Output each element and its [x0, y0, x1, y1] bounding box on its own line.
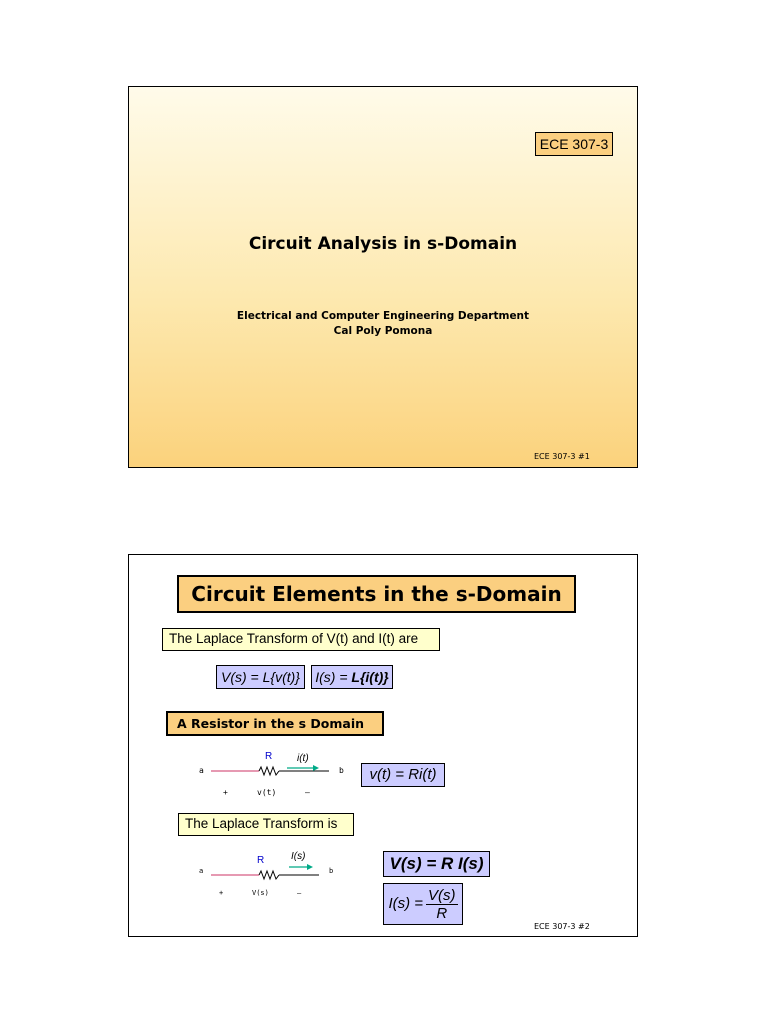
voltage-label: v(t)	[257, 788, 277, 797]
equation-ohms-law-time: v(t) = Ri(t)	[361, 763, 445, 787]
current-arrowhead	[313, 765, 319, 771]
fraction	[426, 887, 458, 922]
minus-sign: –	[305, 788, 310, 797]
node-a-label: a	[199, 766, 204, 775]
node-b-label: b	[339, 766, 344, 775]
equation-current-s	[383, 883, 463, 925]
fraction-denominator: R	[436, 904, 448, 922]
time-domain-resistor-circuit	[189, 745, 359, 800]
resistor-section-header: A Resistor in the s Domain	[166, 711, 384, 736]
equation-current-lhs: I(s) =	[388, 895, 424, 912]
node-b-label: b	[329, 867, 334, 875]
school-name: Cal Poly Pomona	[333, 325, 433, 337]
equation-ohms-law-s: V(s) = R I(s)	[383, 851, 490, 877]
s-domain-resistor-circuit	[189, 845, 359, 900]
slide-heading: Circuit Elements in the s-Domain	[177, 575, 576, 613]
fraction-numerator: V(s)	[428, 886, 456, 904]
node-a-label: a	[199, 867, 204, 875]
equation-vs-lhs: V(s) =	[221, 669, 263, 685]
slide-title: Circuit Analysis in s-Domain	[248, 234, 518, 254]
resistor-label: R	[257, 855, 265, 866]
equation-vs	[216, 665, 305, 689]
current-label: I(s)	[291, 851, 306, 862]
plus-sign: +	[219, 889, 224, 897]
slide-footer: ECE 307-3 #1	[534, 452, 590, 461]
minus-sign: –	[297, 889, 302, 897]
title-slide	[128, 86, 638, 468]
resistor-symbol	[259, 767, 279, 775]
department-name: Electrical and Computer Engineering Department	[236, 310, 530, 322]
equation-is	[311, 665, 393, 689]
voltage-label: V(s)	[252, 889, 269, 897]
current-arrowhead	[307, 864, 313, 870]
laplace-transform-note: The Laplace Transform is	[178, 813, 354, 836]
equation-vs-rhs: L{v(t)}	[262, 669, 300, 685]
slide-footer: ECE 307-3 #2	[534, 922, 590, 931]
resistor-symbol	[259, 871, 279, 879]
resistor-label: R	[265, 751, 273, 762]
content-slide	[128, 554, 638, 937]
equation-is-lhs: I(s) =	[315, 669, 352, 685]
current-label: i(t)	[297, 753, 309, 764]
plus-sign: +	[223, 788, 228, 797]
laplace-intro-note: The Laplace Transform of V(t) and I(t) are	[162, 628, 440, 651]
course-code-tag: ECE 307-3	[535, 132, 613, 156]
equation-is-rhs: L{i(t)}	[351, 669, 389, 685]
